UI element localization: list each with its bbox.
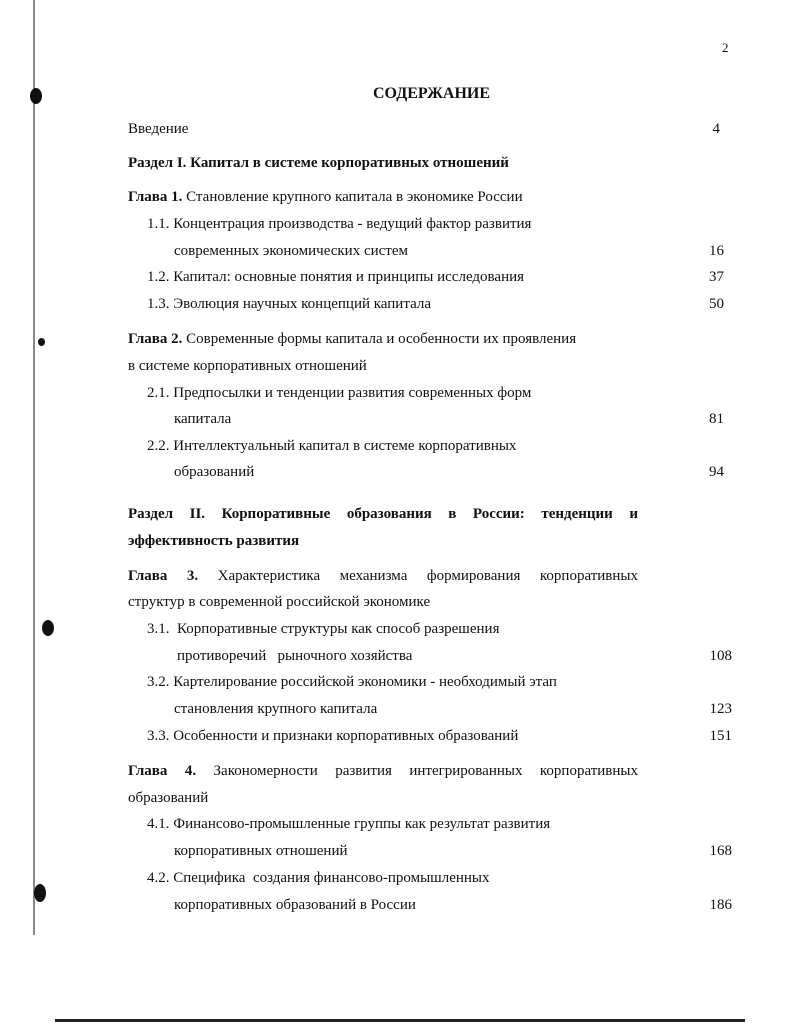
chapter-prefix: Глава 3.	[128, 568, 199, 584]
toc-chapter-4	[128, 762, 638, 780]
chapter-prefix: Глава 4.	[128, 763, 197, 779]
toc-page-1-2: 37	[709, 269, 724, 285]
toc-entry-4-2: 4.2. Специфика создания финансово-промышленных	[147, 870, 490, 886]
toc-entry-3-1: 3.1. Корпоративные структуры как способ разрешения	[147, 621, 500, 637]
punch-hole-mark	[34, 884, 46, 902]
toc-entry-intro: Введение	[128, 121, 189, 137]
toc-section-2: Раздел II. Корпоративные образования в России: тенденции и	[128, 506, 638, 522]
toc-page-4-1: 168	[709, 843, 732, 859]
toc-page-3-3: 151	[709, 728, 732, 744]
toc-page-3-2: 123	[709, 701, 732, 717]
toc-entry-3-2-cont: становления крупного капитала	[174, 701, 378, 717]
toc-entry-3-1-cont: противоречий рыночного хозяйства	[177, 648, 413, 664]
toc-page-2-1: 81	[709, 411, 724, 427]
toc-entry-4-1: 4.1. Финансово-промышленные группы как результат развития	[147, 816, 551, 832]
chapter-title: Современные формы капитала и особенности их проявления	[182, 331, 577, 347]
toc-chapter-1	[128, 188, 523, 206]
toc-chapter-3-cont: структур в современной российской экономике	[128, 594, 431, 610]
chapter-prefix: Глава 2.	[128, 331, 183, 347]
toc-entry-1-3: 1.3. Эволюция научных концепций капитала	[147, 296, 431, 312]
chapter-title: Характеристика механизма формирования корпоративных	[198, 568, 638, 584]
toc-section-2-cont: эффективность развития	[128, 533, 300, 549]
toc-chapter-2	[128, 330, 576, 348]
toc-page-3-1: 108	[709, 648, 732, 664]
toc-entry-2-2-cont: образований	[174, 464, 255, 480]
toc-entry-2-1: 2.1. Предпосылки и тенденции развития современных форм	[147, 385, 532, 401]
punch-hole-mark	[42, 620, 54, 636]
toc-entry-3-2: 3.2. Картелирование российской экономики - необходимый этап	[147, 674, 557, 690]
toc-entry-1-2: 1.2. Капитал: основные понятия и принципы исследования	[147, 269, 525, 285]
chapter-title: Становление крупного капитала в экономике России	[182, 189, 523, 205]
binding-line	[33, 0, 35, 935]
toc-section-1: Раздел I. Капитал в системе корпоративных отношений	[128, 155, 509, 171]
chapter-title: Закономерности развития интегрированных корпоративных	[196, 763, 638, 779]
toc-page-1-1: 16	[709, 243, 724, 259]
toc-page-intro: 4	[712, 121, 720, 137]
toc-entry-2-1-cont: капитала	[174, 411, 232, 427]
toc-chapter-2-cont: в системе корпоративных отношений	[128, 358, 367, 374]
toc-chapter-4-cont: образований	[128, 790, 209, 806]
toc-page-2-2: 94	[709, 464, 724, 480]
toc-entry-3-3: 3.3. Особенности и признаки корпоративных образований	[147, 728, 519, 744]
punch-hole-mark	[38, 338, 45, 346]
toc-page-1-3: 50	[709, 296, 724, 312]
toc-entry-1-1-cont: современных экономических систем	[174, 243, 409, 259]
toc-entry-4-2-cont: корпоративных образований в России	[174, 897, 416, 913]
toc-entry-1-1: 1.1. Концентрация производства - ведущий фактор развития	[147, 216, 532, 232]
toc-chapter-3	[128, 567, 638, 585]
chapter-prefix: Глава 1.	[128, 189, 183, 205]
page-title: СОДЕРЖАНИЕ	[372, 85, 491, 102]
toc-entry-2-2: 2.2. Интеллектуальный капитал в системе корпоративных	[147, 438, 517, 454]
toc-entry-4-1-cont: корпоративных отношений	[174, 843, 348, 859]
toc-page-4-2: 186	[709, 897, 732, 913]
page-bottom-edge	[55, 1019, 745, 1022]
page-number: 2	[722, 40, 729, 55]
